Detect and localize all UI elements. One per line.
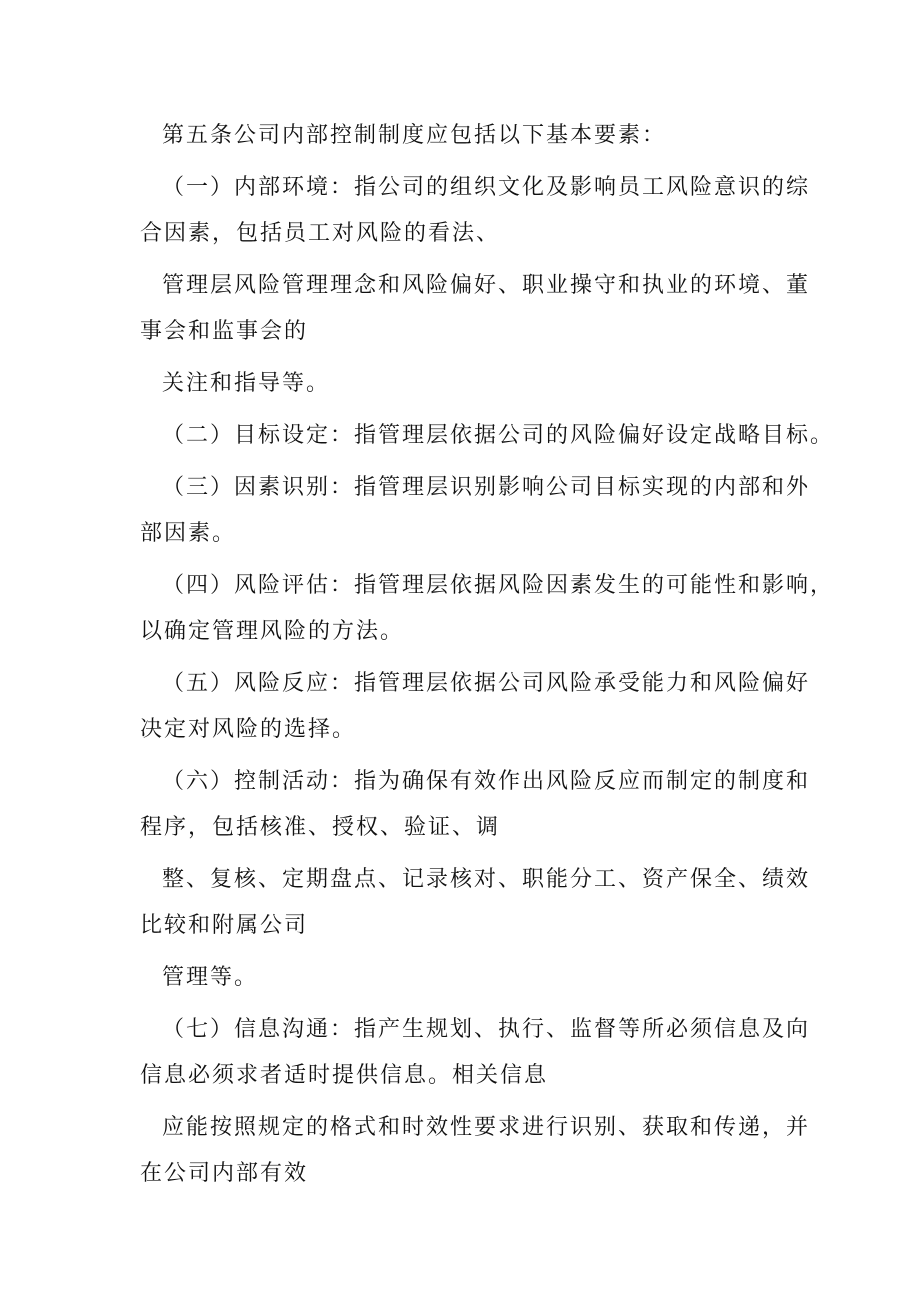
item-1-line-1: （一）内部环境：指公司的组织文化及影响员工风险意识的综 <box>162 175 811 200</box>
item-7-line-1: （七）信息沟通：指产生规划、执行、监督等所必须信息及向 <box>162 1017 811 1042</box>
item-3-line-1: （三）因素识别：指管理层识别影响公司目标实现的内部和外 <box>162 475 811 500</box>
article-heading: 第五条公司内部控制制度应包括以下基本要素： <box>162 123 667 148</box>
item-6-line-4: 比较和附属公司 <box>140 913 309 938</box>
item-4-line-1: （四）风险评估：指管理层依据风险因素发生的可能性和影响， <box>162 573 835 598</box>
item-4-line-2: 以确定管理风险的方法。 <box>140 619 405 644</box>
item-3-line-2: 部因素。 <box>140 521 237 546</box>
item-5-line-1: （五）风险反应：指管理层依据公司风险承受能力和风险偏好 <box>162 671 811 696</box>
item-2-line-1: （二）目标设定：指管理层依据公司的风险偏好设定战略目标。 <box>162 423 835 448</box>
item-6-line-2: 程序，包括核准、授权、验证、调 <box>140 815 501 840</box>
item-7-line-4: 在公司内部有效 <box>140 1161 309 1186</box>
item-1-line-3: 管理层风险管理理念和风险偏好、职业操守和执业的环境、董 <box>162 273 811 298</box>
document-body <box>140 113 835 1197</box>
item-1-line-2: 合因素，包括员工对风险的看法、 <box>140 221 501 246</box>
item-1-line-4: 事会和监事会的 <box>140 319 309 344</box>
item-7-line-2: 信息必须求者适时提供信息。相关信息 <box>140 1063 549 1088</box>
item-1-line-5: 关注和指导等。 <box>162 371 331 396</box>
item-6-line-5: 管理等。 <box>162 965 259 990</box>
item-5-line-2: 决定对风险的选择。 <box>140 717 357 742</box>
item-7-line-3: 应能按照规定的格式和时效性要求进行识别、获取和传递，并 <box>162 1115 811 1140</box>
item-6-line-3: 整、复核、定期盘点、记录核对、职能分工、资产保全、绩效 <box>162 867 811 892</box>
item-6-line-1: （六）控制活动：指为确保有效作出风险反应而制定的制度和 <box>162 769 811 794</box>
